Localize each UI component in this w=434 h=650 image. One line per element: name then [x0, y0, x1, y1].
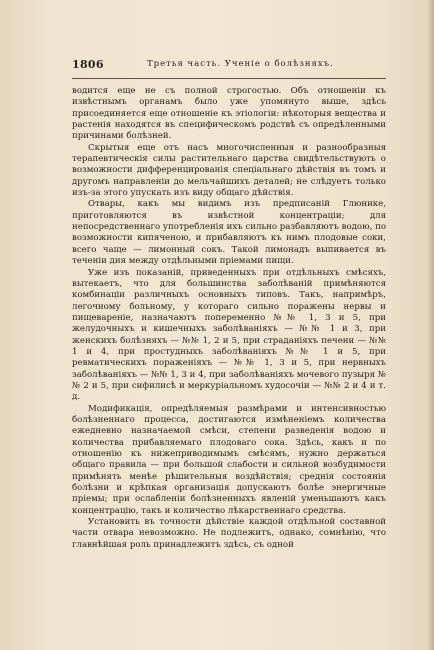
paragraph-6: Установить въ точности дѣйствiе каждой отдѣльной составной части отвара невозможно. Не подлежитъ, однако, сомнѣнiю, что главнѣйшая роль принадлежитъ здѣсь, съ одной [72, 517, 386, 550]
running-head: Третья часть. Ученiе о болѣзняхъ. [147, 59, 334, 69]
page-body [72, 86, 386, 551]
paragraph-5: Модификацiя, опредѣляемыя размѣрами и интенсивностью болѣзненнаго процесса, достигаются измѣненiемъ количества ежедневно назначаемой смѣси, степени разведенiя водою и количества прибавляемаго плодоваго сока. Здѣсь, какъ и по отношенiю къ нижеприводимымъ смѣсямъ, нужно держаться общаго правила — при большой слабости и сильной возбудимости примѣнять менѣе рѣшительныя воздѣйствiя; среднiя состоянiя болѣзни и крѣпкая организацiя допускаютъ болѣе энергичные прiемы; при ослабленiи болѣзненныхъ явленiй уменьшаютъ какъ концентрацiю, такъ и количество лѣкарственнаго средства. [72, 403, 386, 516]
paragraph-4: Уже изъ показанiй, приведенныхъ при отдѣльныхъ смѣсяхъ, вытекаетъ, что для большинства заболѣванiй примѣняются комбинацiи различныхъ основныхъ типовъ. Такъ, напримѣръ, легочному больному, у котораго сильно поражены нервы и пищеваренiе, назначаютъ попеременно №№ 1, 3 и 5, при желудочныхъ и кишечныхъ заболѣванiяхъ — №№ 1 и 3, при женскихъ болѣзняхъ — №№ 1, 2 и 5, при страданiяхъ печени — №№ 1 и 4, при простудныхъ заболѣванiяхъ №№ 1 и 5, при ревматическихъ пораженiяхъ — №№ 1, 3 и 5, при нервныхъ заболѣванiяхъ — №№ 1, 3 и 4, при заболѣванiяхъ мочевого пузыря №№ 2 и 5, при сифилисѣ и меркурiальномъ худосочiи — №№ 2 и 4 и т. д. [72, 267, 386, 403]
page-number: 1806 [72, 58, 104, 71]
page-header [72, 58, 386, 72]
header-rule [72, 78, 386, 79]
paragraph-2: Скрытыя еще отъ насъ многочисленныя и разнообразныя терапевтическiя силы растительнаго царства свидѣтельствують о возможности дифференцированiя спецiальнаго дѣйствiя въ томъ и другомъ направленiи до мельчайшихъ деталей; не слѣдуетъ только изъ-за этого упускать изъ виду общаго дѣйствiя. [72, 142, 386, 199]
paragraph-3: Отвары, какъ мы видимъ изъ предписанiй Глюнике, приготовляются въ извѣстной концентрацiи; для непосредственнаго употребленiя ихъ сильно разбавляютъ водою, по возможности кипяченою, и прибавляютъ къ нимъ плодовые соки, всего чаще — лимонный сокъ. Такой лимонадъ выпивается въ теченiи дня между отдѣльными прiемами пищи. [72, 199, 386, 267]
paragraph-1: водится еще не съ полной строгостью. Объ отношенiи къ извѣстнымъ органамъ было уже упомянуто выше, здѣсь присоединяется еще отношенiе къ этiологiи: нѣкоторыя вещества и растенiя находятся въ специфическомъ родствѣ съ опредѣленными причинами болѣзней. [72, 86, 386, 142]
